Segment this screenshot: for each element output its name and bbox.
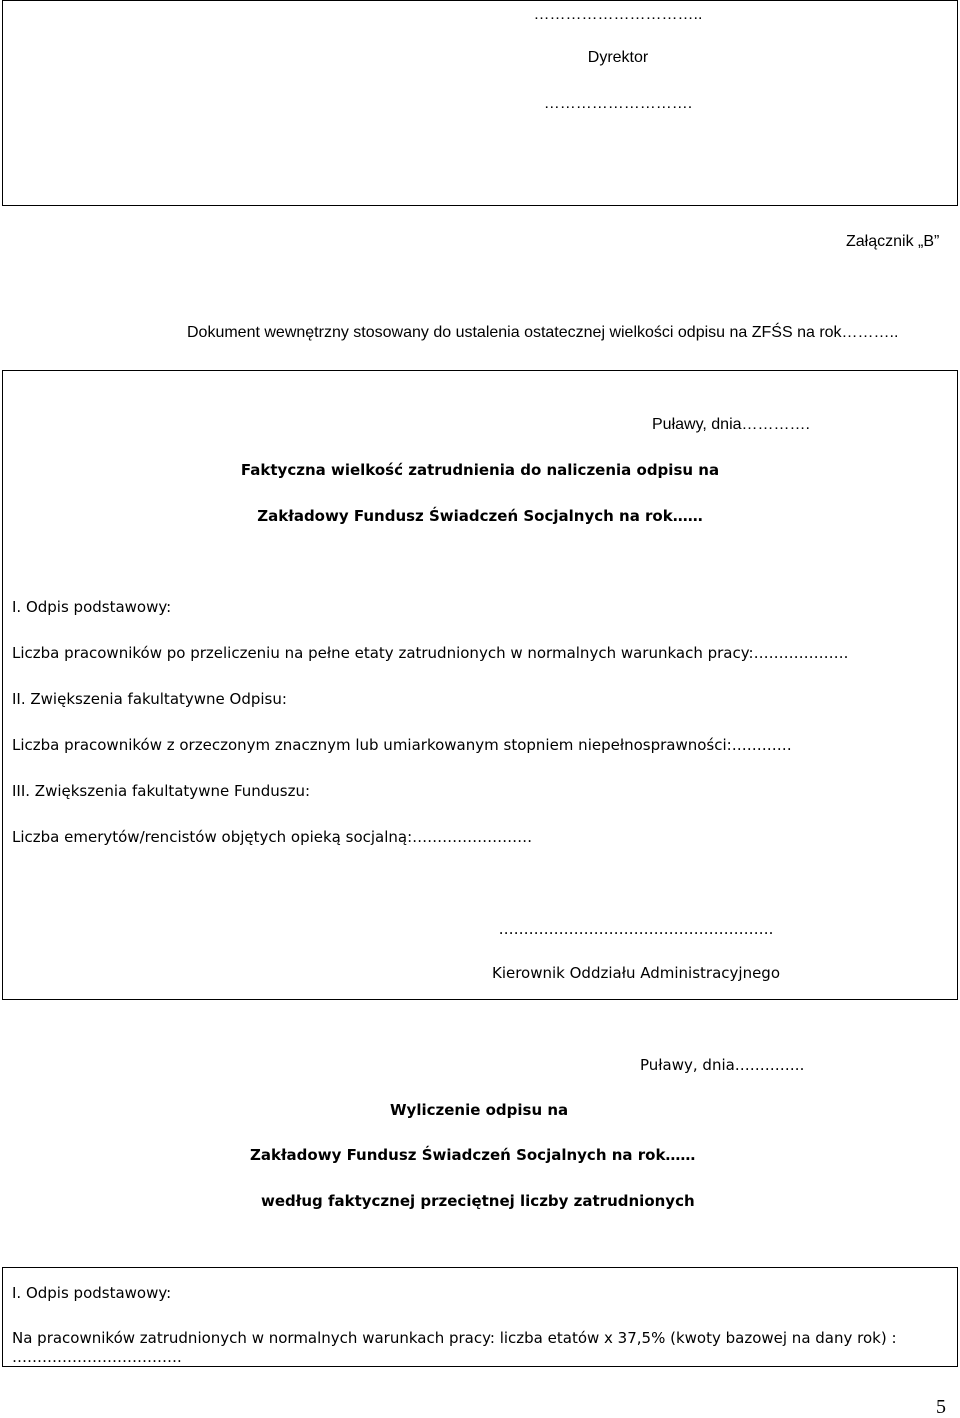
employment-title-line-1: Faktyczna wielkość zatrudnienia do naliczenia odpisu na xyxy=(240,461,720,479)
director-role: Dyrektor xyxy=(587,49,649,66)
employment-title-line-2: Zakładowy Fundusz Świadczeń Socjalnych na rok…… xyxy=(257,507,703,525)
manager-signature-dots: ………………………………………………. xyxy=(498,920,774,938)
calculation-title-line-1: Wyliczenie odpisu na xyxy=(390,1101,569,1119)
calc-section-1-text-line-1: Na pracowników zatrudnionych w normalnych warunkach pracy: liczba etatów x 37,5% (kwoty bazowej na dany rok) : xyxy=(12,1329,897,1347)
page-number: 5 xyxy=(936,1396,946,1418)
calculation-title-line-3: według faktycznej przeciętnej liczby zatrudnionych xyxy=(261,1192,695,1210)
section-1-heading: I. Odpis podstawowy: xyxy=(12,598,172,616)
place-date-2: Puławy, dnia………….. xyxy=(640,1056,805,1074)
attachment-label: Załącznik „B” xyxy=(846,233,940,250)
section-3-text: Liczba emerytów/rencistów objętych opieką socjalną:…………………… xyxy=(12,828,533,846)
calc-section-1-text-line-2: ……………………………. xyxy=(12,1348,182,1366)
director-dots-line: ………………………….. xyxy=(533,6,703,23)
section-1-text: Liczba pracowników po przeliczeniu na pełne etaty zatrudnionych w normalnych warunkach pracy:………………. xyxy=(12,644,849,662)
place-date-1: Puławy, dnia…………. xyxy=(652,416,810,433)
manager-signature-role: Kierownik Oddziału Administracyjnego xyxy=(491,964,781,982)
section-2-text: Liczba pracowników z orzeczonym znacznym lub umiarkowanym stopniem niepełnosprawności:………… xyxy=(12,736,792,754)
calculation-title-line-2: Zakładowy Fundusz Świadczeń Socjalnych na rok…… xyxy=(250,1146,696,1164)
section-3-heading: III. Zwiększenia fakultatywne Funduszu: xyxy=(12,782,311,800)
calc-section-1-heading: I. Odpis podstawowy: xyxy=(12,1284,172,1302)
director-signature-box xyxy=(2,0,958,206)
director-dots-line-2: ………………………. xyxy=(543,95,693,112)
section-2-heading: II. Zwiększenia fakultatywne Odpisu: xyxy=(12,690,287,708)
document-heading: Dokument wewnętrzny stosowany do ustalenia ostatecznej wielkości odpisu na ZFŚS na rok……….. xyxy=(187,324,899,341)
